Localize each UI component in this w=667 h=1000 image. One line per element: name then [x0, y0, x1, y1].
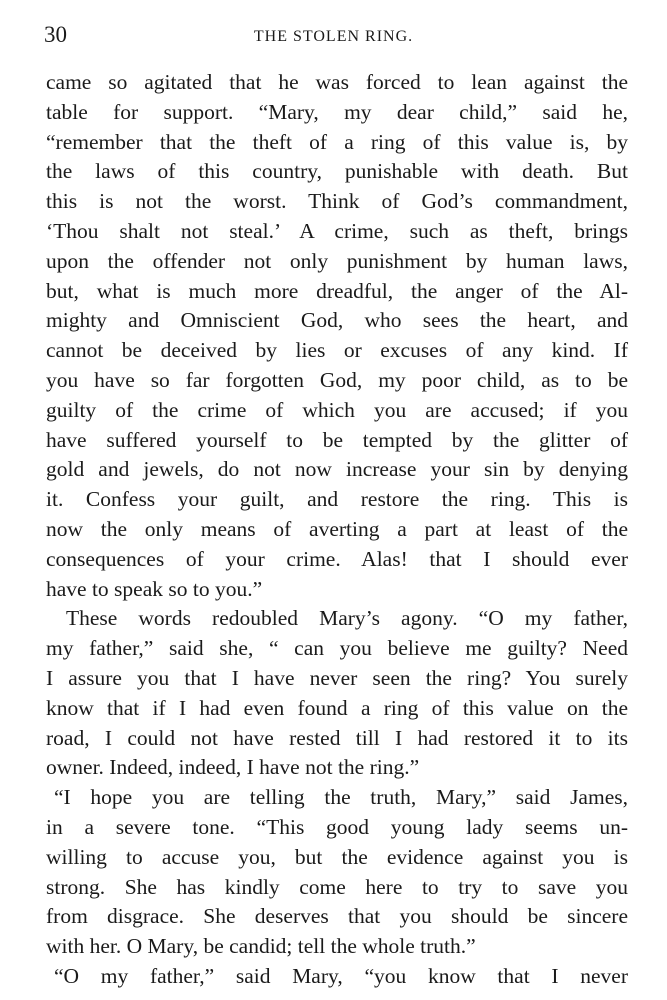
- text-line: upon the offender not only punishment by human laws,: [46, 248, 628, 273]
- text-line: guilty of the crime of which you are accused; if you: [46, 397, 628, 422]
- text-line: gold and jewels, do not now increase your sin by denying: [46, 457, 628, 482]
- page-header: [44, 22, 623, 56]
- text-line: I assure you that I have never seen the ring? You surely: [46, 665, 628, 690]
- running-head: THE STOLEN RING.: [253, 28, 414, 45]
- text-line: “O my father,” said Mary, “you know that I never: [54, 963, 628, 988]
- text-line: owner. Indeed, indeed, I have not the ring.”: [46, 755, 420, 780]
- text-line: but, what is much more dreadful, the anger of the Al-: [46, 278, 628, 303]
- text-line: my father,” said she, “ can you believe me guilty? Need: [46, 636, 628, 661]
- text-line: it. Confess your guilt, and restore the ring. This is: [46, 487, 628, 512]
- text-line: you have so far forgotten God, my poor child, as to be: [46, 367, 628, 392]
- text-line: came so agitated that he was forced to lean against the: [46, 70, 628, 94]
- text-line: the laws of this country, punishable with death. But: [46, 159, 628, 184]
- text-line: willing to accuse you, but the evidence against you is: [46, 844, 628, 869]
- text-line: cannot be deceived by lies or excuses of any kind. If: [46, 338, 628, 363]
- text-line: “I hope you are telling the truth, Mary,” said James,: [54, 785, 628, 810]
- text-line: in a severe tone. “This good young lady seems un-: [46, 814, 628, 839]
- text-line: table for support. “Mary, my dear child,” said he,: [46, 99, 628, 124]
- text-line: road, I could not have rested till I had restored it to its: [46, 725, 628, 750]
- text-line: strong. She has kindly come here to try to save you: [46, 874, 628, 899]
- text-line: These words redoubled Mary’s agony. “O my father,: [66, 606, 628, 631]
- body-text: [46, 68, 628, 992]
- text-line: ‘Thou shalt not steal.’ A crime, such as theft, brings: [46, 218, 628, 243]
- text-line: with her. O Mary, be candid; tell the whole truth.”: [46, 934, 476, 959]
- text-line: consequences of your crime. Alas! that I should ever: [46, 546, 628, 571]
- text-line: this is not the worst. Think of God’s commandment,: [46, 189, 628, 214]
- text-line: know that if I had even found a ring of this value on the: [46, 695, 628, 720]
- text-line: from disgrace. She deserves that you should be sincere: [46, 904, 628, 929]
- text-line: “remember that the theft of a ring of this value is, by: [46, 129, 628, 154]
- text-line: have suffered yourself to be tempted by the glitter of: [46, 427, 628, 452]
- text-line: now the only means of averting a part at least of the: [46, 516, 628, 541]
- text-line: have to speak so to you.”: [46, 576, 263, 601]
- page-number: 30: [44, 22, 67, 47]
- text-line: mighty and Omniscient God, who sees the heart, and: [46, 308, 628, 333]
